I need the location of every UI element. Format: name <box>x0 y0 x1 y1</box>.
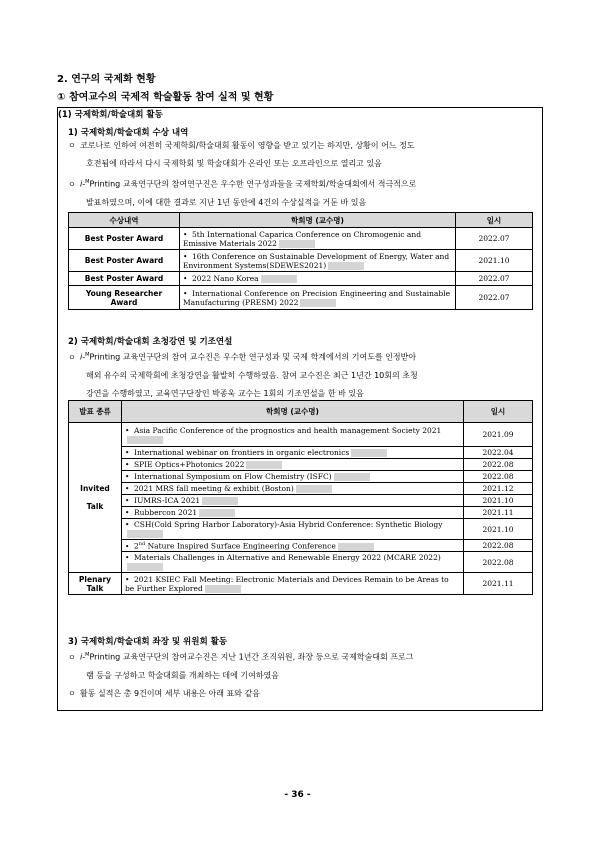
invited-talk-label: Invited Talk <box>69 423 122 573</box>
table-row: • International Symposium on Flow Chemistry (ISFC) 2022.08 <box>69 471 533 483</box>
col-date: 일시 <box>464 401 533 423</box>
table-row: Plenary Talk • 2021 KSIEC Fall Meeting: Electronic Materials and Devices Remain to be Areas to be Further Explored 2021.11 <box>69 573 533 595</box>
table-row: • Materials Challenges in Alternative and Renewable Energy 2022 (MCARE 2022) 2022.08 <box>69 552 533 573</box>
table-row: Young Researcher Award • International Conference on Precision Engineering and Sustainable Manufacturing (PRESM) 2022 2022.07 <box>69 286 533 310</box>
table-row: • 2021 MRS fall meeting & exhibit (Boston) 2021.12 <box>69 483 533 495</box>
table-row: Best Poster Award • 2022 Nano Korea 2022.07 <box>69 272 533 286</box>
awards-table <box>68 212 533 310</box>
subsection-title: ① 참여교수의 국제적 학술활동 참여 실적 및 현황 <box>57 92 274 103</box>
col-date: 일시 <box>456 213 533 228</box>
col-conference: 학회명 (교수명) <box>180 213 456 228</box>
part1-paragraph-1: ㅇ 코로나로 인하여 여전히 국제학회/학술대회 활동이 영향을 받고 있기는 하지만, 상황이 어느 정도 호전됨에 따라서 다시 국제학회 및 학술대회가 온라인 또는 오프라인으로 열리고 있음 <box>68 137 534 173</box>
bullet-icon: ㅇ <box>68 141 76 150</box>
part3-heading: 3) 국제학회/학술대회 좌장 및 위원회 활동 <box>68 637 228 647</box>
part1-heading: 1) 국제학회/학술대회 수상 내역 <box>68 128 189 138</box>
col-conference: 학회명 (교수명) <box>122 401 464 423</box>
talks-table <box>68 400 533 595</box>
table-row: Invited Talk • Asia Pacific Conference of the prognostics and health management Society 2021 2021.09 <box>69 423 533 447</box>
part1-paragraph-2: ㅇ i-$^M$Printing 교육연구단의 참여연구진은 우수한 연구성과들을 국제학회/학술대회에서 적극적으로 발표하였으며, 이에 대한 결과로 지난 1년 동안에 4건의 수상실적을 거둔 바 있음 <box>68 179 417 207</box>
table-row: Best Poster Award • 16th Conference on Sustainable Development of Energy, Water and Environment Systems(SDEWES2021) 2021.10 <box>69 250 533 272</box>
part2-paragraph: ㅇ i-$^M$Printing 교육연구단의 참여 교수진은 우수한 연구성과 및 국제 학계에서의 기여도를 인정받아 해외 유수의 국제학회에 초청강연을 활발히 수행하였음. 참여 교수진은 최근 1년간 10회의 초청 강연을 수행하였고, 교육연구단장인 박종욱 교수는 1회의 기조연설을 한 바 있음 <box>68 352 418 398</box>
table-row: Best Poster Award • 5th International Caparica Conference on Chromogenic and Emissive Materials 2022 2022.07 <box>69 228 533 250</box>
page-number: - 36 - <box>284 790 311 800</box>
table-row: • 2nd Nature Inspired Surface Engineering Conference 2022.08 <box>69 540 533 552</box>
col-type: 발표 종류 <box>69 401 122 423</box>
table-row: • International webinar on frontiers in organic electronics 2022.04 <box>69 447 533 459</box>
table-row: • SPIE Optics+Photonics 2022 2022.08 <box>69 459 533 471</box>
col-award: 수상내역 <box>69 213 180 228</box>
table-row: • Rubbercon 2021 2021.11 <box>69 507 533 519</box>
part3-paragraph: ㅇ i-$^M$Printing 교육연구단의 참여교수진은 지난 1년간 조직위원, 좌장 등으로 국제학술대회 프로그 램 등을 구성하고 학술대회를 개최하는 데에 기여하였음 ㅇ 활동 실적은 총 9건이며 세부 내용은 아래 표와 같음 <box>68 652 414 698</box>
section-title: 2. 연구의 국제화 현황 <box>57 74 156 85</box>
table-row: • CSH(Cold Spring Harbor Laboratory)-Asia Hybrid Conference: Synthetic Biology 2021.10 <box>69 519 533 540</box>
part2-heading: 2) 국제학회/학술대회 초청강연 및 기조연설 <box>68 337 233 347</box>
frame-heading: (1) 국제학회/학술대회 활동 <box>58 110 163 120</box>
plenary-talk-label: Plenary Talk <box>69 573 122 595</box>
table-row: • IUMRS-ICA 2021 2021.10 <box>69 495 533 507</box>
